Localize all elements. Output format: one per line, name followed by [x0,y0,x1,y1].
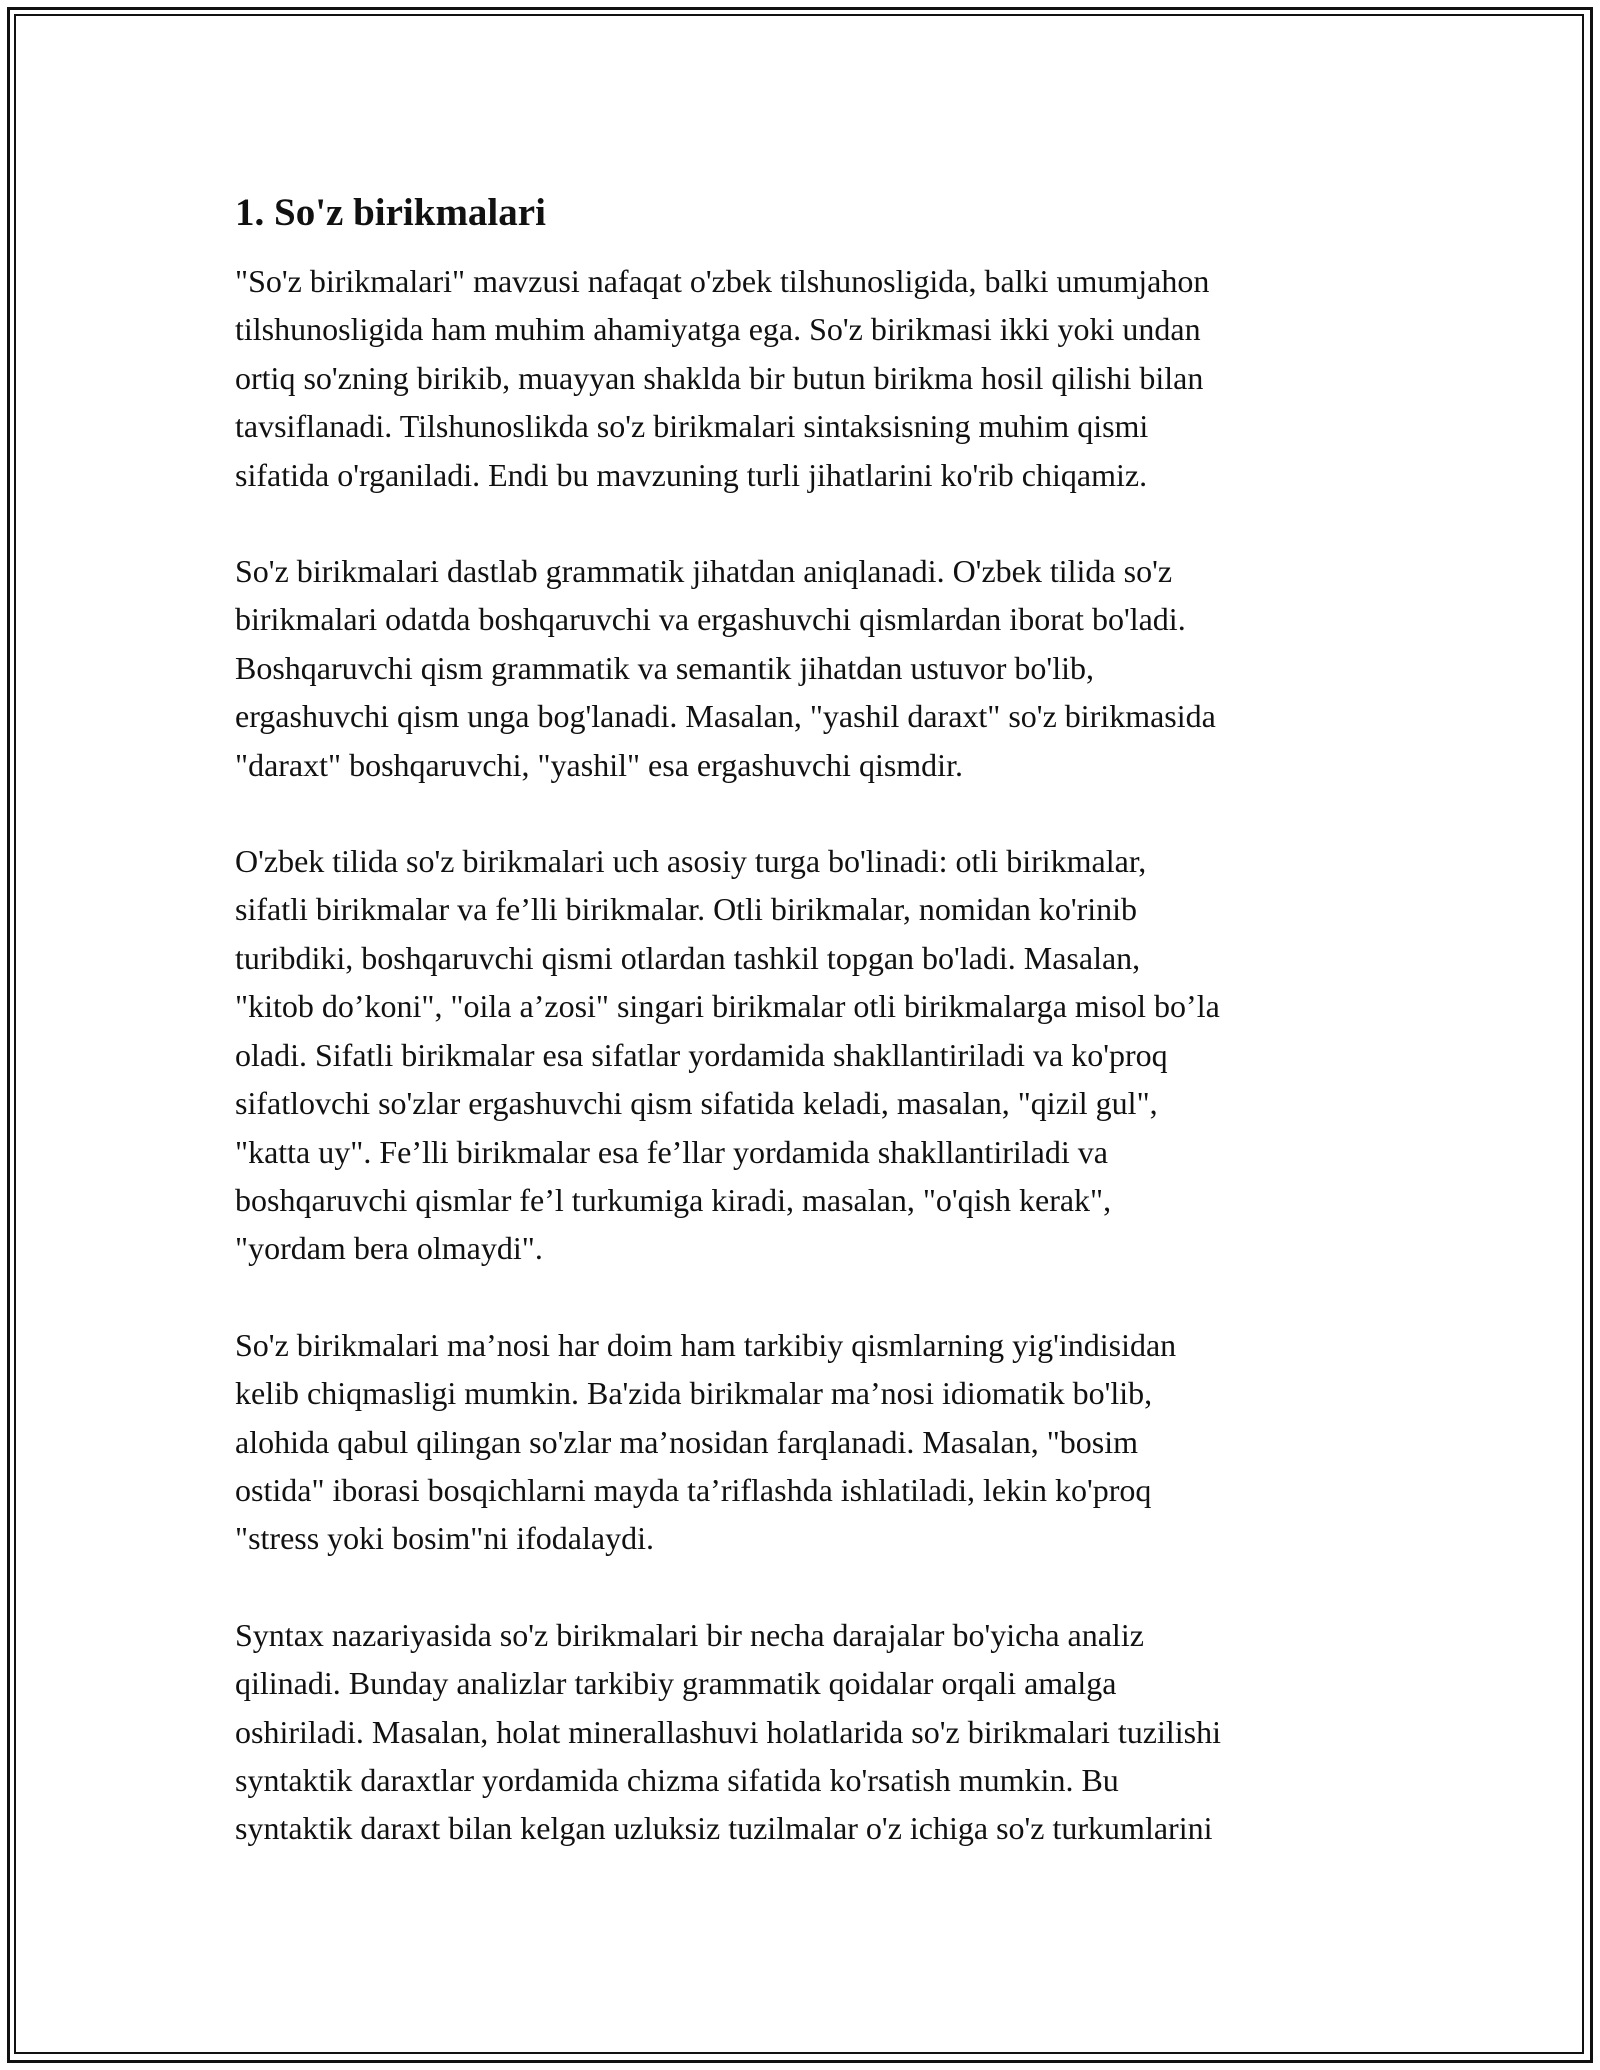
paragraph-5: Syntax nazariyasida so'z birikmalari bir necha darajalar bo'yicha analiz qilinadi. Bunday analizlar tarkibiy grammatik qoidalar orqali amalga oshiriladi. Masalan, holat minerallashuvi holatlarida so'z birikmalari tuzilishi syntaktik daraxtlar yordamida chizma sifatida ko'rsatish mumkin. Bu syntaktik daraxt bilan kelgan uzluksiz tuzilmalar o'z ichiga so'z turkumlarini [235,1616,1221,1847]
document-body [235,185,1385,1853]
paragraph-4: So'z birikmalari ma’nosi har doim ham tarkibiy qismlarning yig'indisidan kelib chiqmasligi mumkin. Ba'zida birikmalar ma’nosi idiomatik bo'lib, alohida qabul qilingan so'zlar ma’nosidan farqlanadi. Masalan, "bosim ostida" iborasi bosqichlarni mayda ta’riflashda ishlatiladi, lekin ko'proq "stress yoki bosim"ni ifodalaydi. [235,1326,1177,1557]
paragraph-1: "So'z birikmalari" mavzusi nafaqat o'zbek tilshunosligida, balki umumjahon tilshunosligida ham muhim ahamiyatga ega. So'z birikmasi ikki yoki undan ortiq so'zning birikib, muayyan shaklda bir butun birikma hosil qilishi bilan tavsiflanadi. Tilshunoslikda so'z birikmalari sintaksisning muhim qismi sifatida o'rganiladi. Endi bu mavzuning turli jihatlarini ko'rib chiqamiz. [235,263,1210,493]
paragraph-3: O'zbek tilida so'z birikmalari uch asosiy turga bo'linadi: otli birikmalar, sifatli birikmalar va fe’lli birikmalar. Otli birikmalar, nomidan ko'rinib turibdiki, boshqaruvchi qismi otlardan tashkil topgan bo'ladi. Masalan, "kitob do’koni", "oila a’zosi" singari birikmalar otli birikmalarga misol bo’la oladi. Sifatli birikmalar esa sifatlar yordamida shakllantiriladi va ko'proq sifatlovchi so'zlar ergashuvchi qism sifatida keladi, masalan, "qizil gul", "katta uy". Fe’lli birikmalar esa fe’llar yordamida shakllantiriladi va boshqaruvchi qismlar fe’l turkumiga kiradi, masalan, "o'qish kerak", "yordam bera olmaydi". [235,843,1220,1267]
section-heading: 1. So'z birikmalari [235,191,546,234]
paragraph-2: So'z birikmalari dastlab grammatik jihatdan aniqlanadi. O'zbek tilida so'z birikmalari odatda boshqaruvchi va ergashuvchi qismlardan iborat bo'ladi. Boshqaruvchi qism grammatik va semantik jihatdan ustuvor bo'lib, ergashuvchi qism unga bog'lanadi. Masalan, "yashil daraxt" so'z birikmasida "daraxt" boshqaruvchi, "yashil" esa ergashuvchi qismdir. [235,553,1216,783]
